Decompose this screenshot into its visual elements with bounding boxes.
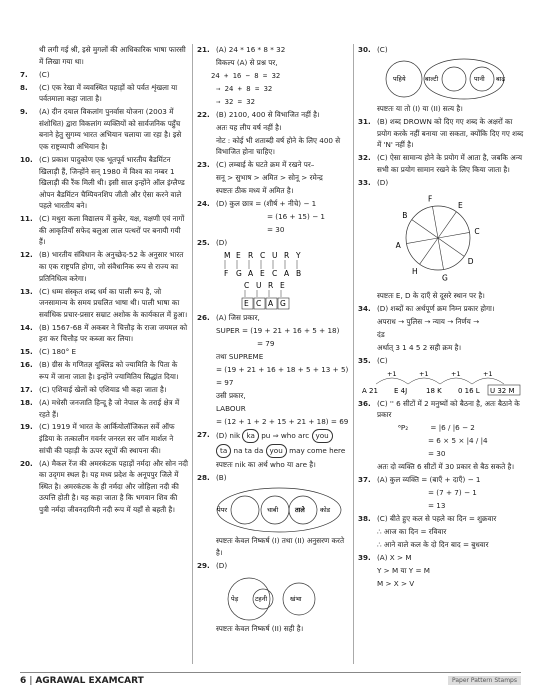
- answer-23-line: स्पष्टतः ठीक मध्य में अमित है।: [216, 186, 294, 196]
- venn-label: कोड: [320, 506, 331, 515]
- answer-29-line: स्पष्टतः केवल निष्कर्ष (II) सही है।: [216, 623, 304, 633]
- answer-32: 32. (C) ऐसा सामान्य होने के प्रयोग में आता है, जबकि अन्य सभी का प्रयोग सामान रखने के लिए किया जाता है।: [358, 153, 522, 174]
- code-word-circle: ta: [216, 444, 231, 458]
- answer-24-line: = (16 + 15) − 1: [267, 212, 325, 222]
- code-letter: R: [268, 281, 274, 291]
- venn-label: ताले: [295, 506, 305, 515]
- page-number: 6: [20, 676, 27, 686]
- answer-26-line: = 97: [216, 378, 234, 388]
- answer-37-line: = (7 + 7) − 1: [428, 488, 477, 498]
- series-term: A 21: [362, 386, 378, 395]
- series-diagram: [358, 368, 528, 398]
- code-letter: B: [296, 269, 302, 279]
- answer-26-line: उसी प्रकार,: [216, 391, 246, 401]
- spoke-arrow: [412, 219, 438, 237]
- answer-34: 34. (D) शब्दों का अर्थपूर्ण क्रम निम्न प्रकार होगा।: [358, 303, 495, 313]
- answer-26-line: = (12 + 1 + 2 + 15 + 21 + 18) = 69: [216, 417, 349, 427]
- answer-27-line: स्पष्टतः nik का अर्थ who या are है।: [216, 460, 316, 470]
- answer-29: 29. (D): [197, 560, 228, 570]
- answer-text: (A) मधेसी जनजाति हिन्दू है जो नेपाल के तराई क्षेत्र में रहते हैं।: [39, 397, 180, 419]
- spoke-arrow: [432, 206, 438, 238]
- answer-30-line: स्पष्टतः या तो (I) या (II) सत्य है।: [377, 103, 463, 113]
- answer-continuation: थी लगी गई श्री, इसे मुगलों की आधिकारिक भाषा फारसी में लिखा गया था।: [39, 45, 186, 66]
- answer-33: 33. (D): [358, 177, 389, 187]
- answer-23: 23. (C) लम्बाई के घटते क्रम में रखने पर–: [197, 160, 315, 170]
- code-letter: C: [256, 299, 262, 309]
- answer-number: 11.: [20, 214, 33, 224]
- footer-brand: 6 | AGRAWAL EXAMCART: [20, 676, 144, 686]
- column-divider: [192, 44, 193, 664]
- answer-text: (B) भारतीय संविधान के अनुच्छेद-52 के अनुसार भारत का एक राष्ट्रपति होगा, जो संवैधानिक रूप से राज्य का प्रतिनिधित्व करेगा।: [39, 250, 184, 283]
- letter-coding-diagram: [197, 250, 349, 312]
- answer-27: 27. (D) nik ka pu ⇒ who arc you: [197, 429, 349, 443]
- code-letter: F: [224, 269, 229, 279]
- answer-number: 14.: [20, 322, 33, 332]
- answer-text: (C) प्रकाश पादुकोण एक भूतपूर्व भारतीय बैडमिंटन खिलाड़ी हैं, जिन्होंने सन् 1980 में विश्व का नम्बर 1 खिलाड़ी की रैंक मिली थी। इसी साल इन्होंने ऑल इंग्लैण्ड ओपन बैडमिंटन चैम्पियनशिप जीती और ऐसा करने वाले पहले भारतीय बने।: [39, 154, 185, 211]
- venn-circle: [231, 496, 259, 524]
- code-letter: Y: [296, 251, 301, 261]
- answer-22-line: अतः यह लीप वर्ष नहीं है।: [216, 122, 282, 132]
- venn-label: पेड़: [231, 594, 239, 603]
- answer-36-line: = 30: [428, 449, 446, 459]
- answer-item: [20, 322, 188, 345]
- answer-39-line: M > X > V: [377, 579, 415, 588]
- code-letter: U: [272, 251, 278, 261]
- answer-35: 35. (C): [358, 355, 388, 365]
- answer-text: (B) ग्रीस के गणितज्ञ यूक्लिड को ज्यामिति के पिता के रूप में जाना जाता है। इन्होंने ज्यामितिय सिद्धांत दिया।: [39, 360, 179, 381]
- answer-text: (C): [39, 69, 50, 79]
- answer-item: [20, 249, 188, 284]
- venn-diagram-30: [358, 57, 528, 103]
- code-letter: C: [272, 269, 278, 279]
- venn-label: बाढ़: [496, 74, 506, 83]
- code-letter: G: [280, 299, 286, 309]
- position-label: D: [467, 256, 474, 266]
- answer-21-line: ⇒ 24 + 8 = 32: [216, 83, 273, 93]
- answer-24-line: = 30: [267, 225, 285, 235]
- answer-number: 8.: [20, 82, 28, 92]
- circular-arrangement-diagram: [358, 190, 528, 290]
- series-step: +1: [419, 369, 429, 378]
- answer-34-line: अर्थात् 3 1 4 5 2 सही क्रम है।: [377, 342, 462, 352]
- answer-23-line: सनू > सुभाष > अमित > सोनू > रमेन्द्र: [216, 173, 323, 183]
- code-letter: G: [236, 269, 242, 279]
- column-1: [20, 44, 188, 517]
- venn-label: पहिये: [393, 74, 406, 83]
- venn-label: पेपर: [217, 506, 228, 515]
- answer-26-line: = 79: [257, 339, 275, 349]
- answer-36-line: = 6 × 5 × |4 / |4: [428, 436, 488, 446]
- position-label: F: [428, 194, 433, 204]
- footer-tag: Paper Pattern Stamps: [448, 676, 521, 685]
- column-2: [197, 44, 349, 636]
- answer-number: 13.: [20, 286, 33, 296]
- code-letter: M: [224, 251, 231, 261]
- series-step: +1: [451, 369, 461, 378]
- answer-text: (A) दीन दयाल विकलांग पुनर्वास योजना (2003 में संशोधित) द्वारा विकलांग व्यक्तियों को सार्वजनिक पहुँच बनाने हेतु सुगम्य भारत अभियान चलाया जा रहा है। इसे एक राष्ट्रव्यापी अभियान है।: [39, 107, 182, 151]
- answer-26-line: = (19 + 21 + 16 + 18 + 5 + 13 + 5): [216, 365, 349, 375]
- position-label: E: [457, 200, 463, 210]
- code-letter: A: [248, 269, 254, 279]
- answer-item: [20, 106, 188, 152]
- answer-number: 12.: [20, 250, 33, 260]
- code-letter: E: [260, 269, 265, 279]
- answer-39-line: Y > M या Y = M: [377, 566, 430, 576]
- venn-label: चाबी: [267, 506, 279, 515]
- answer-item: [20, 421, 188, 456]
- answer-26-line: SUPER = (19 + 21 + 16 + 5 + 18): [216, 326, 340, 336]
- code-letter: E: [280, 281, 285, 291]
- answer-30: 30. (C): [358, 45, 388, 54]
- answer-text: (C) धम्म संस्कृत शब्द धर्म का पाली रूप है, जो जनसामान्य के समय प्रचलित भाषा थी। पाली भाषा का सर्वाधिक प्रचार-प्रसार सम्राट अशोक के कार्यकाल में हुआ।: [39, 286, 188, 319]
- series-term: E 4J: [394, 386, 408, 395]
- series-arc: [440, 378, 472, 384]
- venn-diagram-29: [197, 573, 349, 623]
- code-word-circle: you: [266, 444, 287, 458]
- answer-text: (C) एशियाई खेलों को एशियाड भी कहा जाता है।: [39, 384, 167, 394]
- code-word-circle: ka: [242, 429, 258, 443]
- answer-text: (C) एक रेखा में व्यवस्थित पहाड़ों को पर्वत शृंखला या पर्वतमाला कहा जाता है।: [39, 82, 178, 104]
- code-letter: C: [244, 281, 250, 291]
- answer-text: (C) 1919 में भारत के आर्कियोलॉजिकल सर्वे ऑफ इंडिया के तत्कालीन गवर्नर जनरल सर जॉन मार्शल ने सांची की पहाड़ी के ऊपर स्तूपों की स्थापना की।: [39, 422, 175, 455]
- spoke-arrow: [438, 238, 464, 256]
- answer-21: 21. (A) 24 * 16 * 8 * 32: [197, 45, 286, 54]
- answer-21-line: विकल्प (A) से प्रश्न पर,: [216, 57, 278, 67]
- answer-number: 15.: [20, 347, 33, 357]
- answer-34-line: अपराध → पुलिस → न्याय → निर्णय →: [377, 316, 480, 326]
- answer-37: 37. (A) कुल व्यक्ति = (बाएँ + दाएँ) − 1: [358, 475, 481, 485]
- answer-22-note: नोट : कोई भी शताब्दी वर्ष होने के लिए 400 से विभाजित होना चाहिए।: [216, 135, 341, 157]
- code-letter: A: [284, 269, 290, 279]
- answer-item: [20, 69, 188, 81]
- code-letter: R: [284, 251, 290, 261]
- answer-item: [20, 384, 188, 396]
- venn-label: टहनी: [255, 594, 268, 603]
- answer-26: 26. (A) जिस प्रकार,: [197, 313, 260, 323]
- page-footer: [20, 672, 521, 688]
- answer-item: [20, 359, 188, 382]
- series-term: 0 16 L: [458, 386, 480, 395]
- answer-28-line: स्पष्टतः केवल निष्कर्ष (I) तथा (II) अनुसरण करते है।: [216, 536, 345, 557]
- position-label: C: [474, 226, 480, 236]
- series-step: +1: [483, 369, 493, 378]
- answer-28: 28. (B): [197, 473, 227, 483]
- answer-21-line: ⇒ 32 = 32: [216, 96, 255, 106]
- column-divider: [353, 44, 354, 664]
- spoke-arrow: [438, 238, 444, 270]
- answer-36-line: अतः दो व्यक्ति 6 सीटों में 30 प्रकार से बैठ सकते है।: [377, 462, 515, 472]
- answer-item: [20, 286, 188, 321]
- code-letter: R: [248, 251, 254, 261]
- venn-label: खंभा: [290, 594, 302, 603]
- venn-label: पानी: [474, 74, 485, 83]
- answer-25: 25. (D): [197, 238, 228, 248]
- answer-number: 20.: [20, 458, 33, 468]
- answer-33-line: स्पष्टतः E, D के दाएँ से दूसरे स्थान पर है।: [377, 290, 485, 300]
- answer-number: 7.: [20, 69, 28, 79]
- answer-number: 17.: [20, 384, 33, 394]
- series-arc: [408, 378, 440, 384]
- position-label: B: [402, 210, 408, 220]
- footer-rule: [20, 672, 521, 673]
- venn-circle: [442, 67, 466, 91]
- answer-item: [20, 346, 188, 358]
- answer-item: [20, 82, 188, 105]
- answer-text: (B) 1567-68 में अकबर ने चित्तौड़ के राजा जयमल को हरा कर चित्तौड़ पर कब्जा कर लिया।: [39, 322, 188, 344]
- answer-24: 24. (D) कुल छात्र = (शीर्ष + नीचे) − 1: [197, 199, 317, 209]
- code-letter: A: [268, 299, 274, 309]
- spoke-arrow: [406, 238, 438, 244]
- spoke-arrow: [438, 232, 470, 238]
- answer-38: 38. (C) बीते हुए कल से पहले का दिन = शुक्रवार: [358, 514, 497, 524]
- answer-number: 18.: [20, 397, 33, 407]
- answer-number: 16.: [20, 360, 33, 370]
- code-letter: E: [236, 251, 241, 261]
- series-arc: [376, 378, 408, 384]
- answer-36: 36. (C) '' 6 सीटों में 2 मनुष्यों को बैठना है, अतः बैठाने के प्रकार: [358, 398, 520, 420]
- answer-text: (C) मथुरा कला विद्यालय में कुबेर, यक्ष, यक्षणी एवं नागों की आकृतियाँ सफेद बलुआ लाल पत्थरों पर बनायी गयी हैं।: [39, 214, 185, 247]
- series-arc: [472, 378, 504, 384]
- brand-name: AGRAWAL EXAMCART: [35, 676, 144, 686]
- answer-38-line: ∴ आने वाले कल के दो दिन बाद = बुधवार: [377, 540, 489, 550]
- venn-label: बाल्टी: [425, 74, 439, 83]
- answer-26-line: तथा SUPREME: [216, 352, 264, 362]
- answer-21-line: 24 + 16 − 8 = 32: [211, 70, 281, 80]
- code-letter: E: [244, 299, 249, 309]
- answer-39: 39. (A) X > M: [358, 553, 412, 563]
- answer-36-line: ⁶P₂ = |6 / |6 − 2: [398, 423, 475, 433]
- venn-diagram-28: [197, 485, 349, 535]
- code-letter: U: [256, 281, 262, 291]
- code-letter: C: [260, 251, 266, 261]
- answer-item: [20, 458, 188, 516]
- answer-27-line: ta na ta da you may come here: [197, 444, 349, 458]
- column-3: [358, 44, 528, 591]
- answer-text: (C) 180° E: [39, 347, 77, 357]
- spoke-arrow: [438, 211, 456, 237]
- answer-34-line: दंड: [377, 329, 385, 339]
- answer-number: 9.: [20, 107, 28, 117]
- answer-number: 19.: [20, 422, 33, 432]
- answer-item: [20, 397, 188, 420]
- answer-22: 22. (B) 2100, 400 से विभाजित नहीं है।: [197, 109, 320, 119]
- spoke-arrow: [420, 238, 438, 264]
- position-label: H: [412, 266, 418, 276]
- answer-number: 10.: [20, 154, 33, 164]
- position-label: A: [395, 240, 401, 250]
- code-word-circle: you: [312, 429, 333, 443]
- answer-31: 31. (B) शब्द DROWN को दिए गए शब्द के अक्षरों का प्रयोग करके नहीं बनाया जा सकता, क्योंकि दिए गए शब्द में 'N' नहीं है।: [358, 116, 524, 150]
- position-label: G: [441, 273, 448, 283]
- answer-26-line: LABOUR: [216, 404, 246, 414]
- answer-38-line: ∴ आज का दिन = रविवार: [377, 527, 447, 537]
- answer-37-line: = 13: [428, 501, 446, 511]
- series-term: U 32 M: [490, 386, 515, 395]
- series-step: +1: [387, 369, 397, 378]
- answer-text: (A) मैकल रेंज की अमरकंटक पहाड़ों नर्मदा और सोन नदी का उद्‌गम स्थल है। यह मध्य प्रदेश के अनूपपुर जिले में स्थित है। अमरकंटक के ही नर्मदा और जोहिला नदी की उत्पत्ति होती है। यह कहा जाता है कि भगवान शिव की पुत्री नर्मदा जीवनदायिनी नदी रूप में यहाँ से बहती है।: [39, 458, 188, 515]
- series-term: 18 K: [426, 386, 442, 395]
- answer-item: [20, 154, 188, 212]
- answer-item: [20, 213, 188, 248]
